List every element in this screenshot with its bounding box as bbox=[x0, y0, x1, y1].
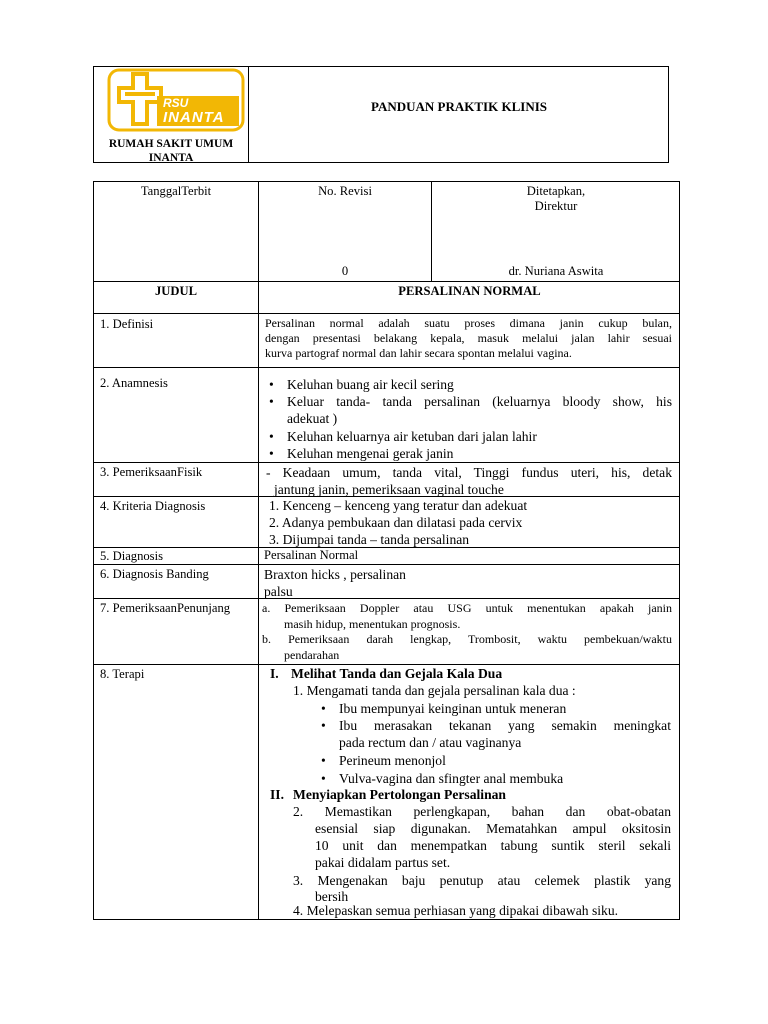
anamnesis-item: • Keluhan keluarnya air ketuban dari jalan lahir bbox=[287, 428, 537, 445]
tanggal-label: TanggalTerbit bbox=[140, 184, 212, 198]
kriteria-label: 4. Kriteria Diagnosis bbox=[100, 499, 206, 513]
terapi-sec1-title: Melihat Tanda dan Gejala Kala Dua bbox=[291, 666, 503, 681]
definisi-line: Persalinan normal adalah suatu proses dimana janin cukup bulan, bbox=[265, 316, 672, 330]
diagnosis-banding-line: palsu bbox=[264, 584, 293, 599]
penunjang-line: pendarahan bbox=[284, 647, 340, 662]
row-divider bbox=[93, 462, 680, 463]
anamnesis-item: • Keluar tanda- tanda persalinan (keluarnya bloody show, his bbox=[287, 393, 672, 410]
terapi-sec2-line: 10 unit dan menempatkan tabung suntik steril sekali bbox=[315, 838, 671, 853]
revisi-label: No. Revisi bbox=[318, 184, 372, 198]
document-title: PANDUAN PRAKTIK KLINIS bbox=[371, 99, 547, 114]
penunjang-text bbox=[262, 601, 672, 663]
row-divider bbox=[93, 564, 680, 565]
terapi-bullet-cont: pada rectum dan / atau vaginanya bbox=[339, 735, 522, 750]
row-divider bbox=[93, 281, 680, 282]
pemeriksaan-fisik-line: jantung janin, pemeriksaan vaginal touche bbox=[274, 482, 504, 497]
judul-label: JUDUL bbox=[155, 284, 197, 298]
definisi-line: dengan presentasi belakang kepala, masuk melalui jalan lahir sesuai bbox=[265, 331, 672, 345]
pemeriksaan-fisik-text bbox=[266, 464, 672, 498]
terapi-sec2-line: esensial siap digunakan. Mematahkan ampul oksitosin bbox=[315, 821, 671, 836]
diagnosis-label: 5. Diagnosis bbox=[100, 549, 163, 563]
hospital-name-line1: RUMAH SAKIT UMUM bbox=[108, 138, 234, 150]
terapi-label: 8. Terapi bbox=[100, 667, 145, 681]
penunjang-line: a. Pemeriksaan Doppler atau USG untuk menentukan apakah janin bbox=[262, 601, 672, 615]
pemeriksaan-fisik-line: - Keadaan umum, tanda vital, Tinggi fundus uteri, his, detak bbox=[266, 465, 672, 480]
logo-text-line1: RSU bbox=[163, 96, 189, 110]
diagnosis-value: Persalinan Normal bbox=[264, 548, 359, 562]
logo-text-line2: INANTA bbox=[163, 109, 225, 126]
terapi-sec2-num: II. bbox=[270, 787, 284, 802]
pemeriksaan-fisik-label: 3. PemeriksaanFisik bbox=[100, 465, 203, 479]
anamnesis-label: 2. Anamnesis bbox=[100, 376, 168, 390]
terapi-sec2-line: 4. Melepaskan semua perhiasan yang dipakai dibawah siku. bbox=[293, 903, 619, 918]
terapi-sec1-item1: 1. Mengamati tanda dan gejala persalinan kala dua : bbox=[293, 683, 576, 698]
diagnosis-banding-text bbox=[264, 566, 406, 600]
hospital-logo bbox=[107, 68, 245, 132]
kriteria-item: 3. Dijumpai tanda – tanda persalinan bbox=[269, 532, 470, 547]
row-divider bbox=[93, 313, 680, 314]
hospital-name bbox=[94, 137, 248, 165]
row-divider bbox=[93, 664, 680, 665]
direktur-name: dr. Nuriana Aswita bbox=[508, 264, 604, 278]
penunjang-line: masih hidup, menentukan prognosis. bbox=[284, 616, 461, 631]
definisi-label: 1. Definisi bbox=[100, 317, 154, 331]
anamnesis-item: • Keluhan buang air kecil sering bbox=[287, 376, 454, 393]
terapi-sec2-line: 3. Mengenakan baju penutup atau celemek plastik yang bbox=[293, 873, 671, 888]
definisi-text bbox=[265, 316, 672, 361]
kriteria-list bbox=[269, 497, 527, 548]
terapi-bullet: • Ibu mempunyai keinginan untuk meneran bbox=[339, 701, 566, 717]
terapi-sec2-line: bersih bbox=[315, 889, 349, 904]
kriteria-item: 1. Kenceng – kenceng yang teratur dan adekuat bbox=[269, 498, 528, 513]
kriteria-item: 2. Adanya pembukaan dan dilatasi pada cervix bbox=[269, 515, 523, 530]
judul-value: PERSALINAN NORMAL bbox=[398, 284, 541, 298]
diagnosis-banding-label: 6. Diagnosis Banding bbox=[100, 567, 209, 581]
terapi-sec2-line: pakai didalam partus set. bbox=[315, 855, 451, 870]
diagnosis-banding-line: Braxton hicks , persalinan bbox=[264, 567, 406, 582]
terapi-sec1-num: I. bbox=[270, 666, 279, 681]
hospital-name-line2: INANTA bbox=[148, 152, 194, 164]
anamnesis-item-cont: adekuat ) bbox=[287, 411, 338, 426]
terapi-bullet: • Ibu merasakan tekanan yang semakin meningkat bbox=[339, 718, 671, 734]
terapi-bullet: • Perineum menonjol bbox=[339, 753, 446, 769]
terapi-bullet: • Vulva-vagina dan sfingter anal membuka bbox=[339, 771, 563, 787]
revisi-value: 0 bbox=[341, 264, 349, 278]
direktur-label: Direktur bbox=[534, 199, 578, 213]
terapi-sec2-line: 2. Memastikan perlengkapan, bahan dan obat-obatan bbox=[293, 804, 671, 819]
ditetapkan-label: Ditetapkan, bbox=[526, 184, 586, 198]
anamnesis-item: • Keluhan mengenai gerak janin bbox=[287, 445, 453, 462]
penunjang-line: b. Pemeriksaan darah lengkap, Trombosit, waktu pembekuan/waktu bbox=[262, 632, 672, 646]
definisi-line: kurva partograf normal dan lahir secara spontan melalui vagina. bbox=[265, 346, 572, 360]
terapi-sec2-title: Menyiapkan Pertolongan Persalinan bbox=[293, 787, 506, 802]
penunjang-label: 7. PemeriksaanPenunjang bbox=[100, 601, 231, 615]
row-divider bbox=[93, 367, 680, 368]
